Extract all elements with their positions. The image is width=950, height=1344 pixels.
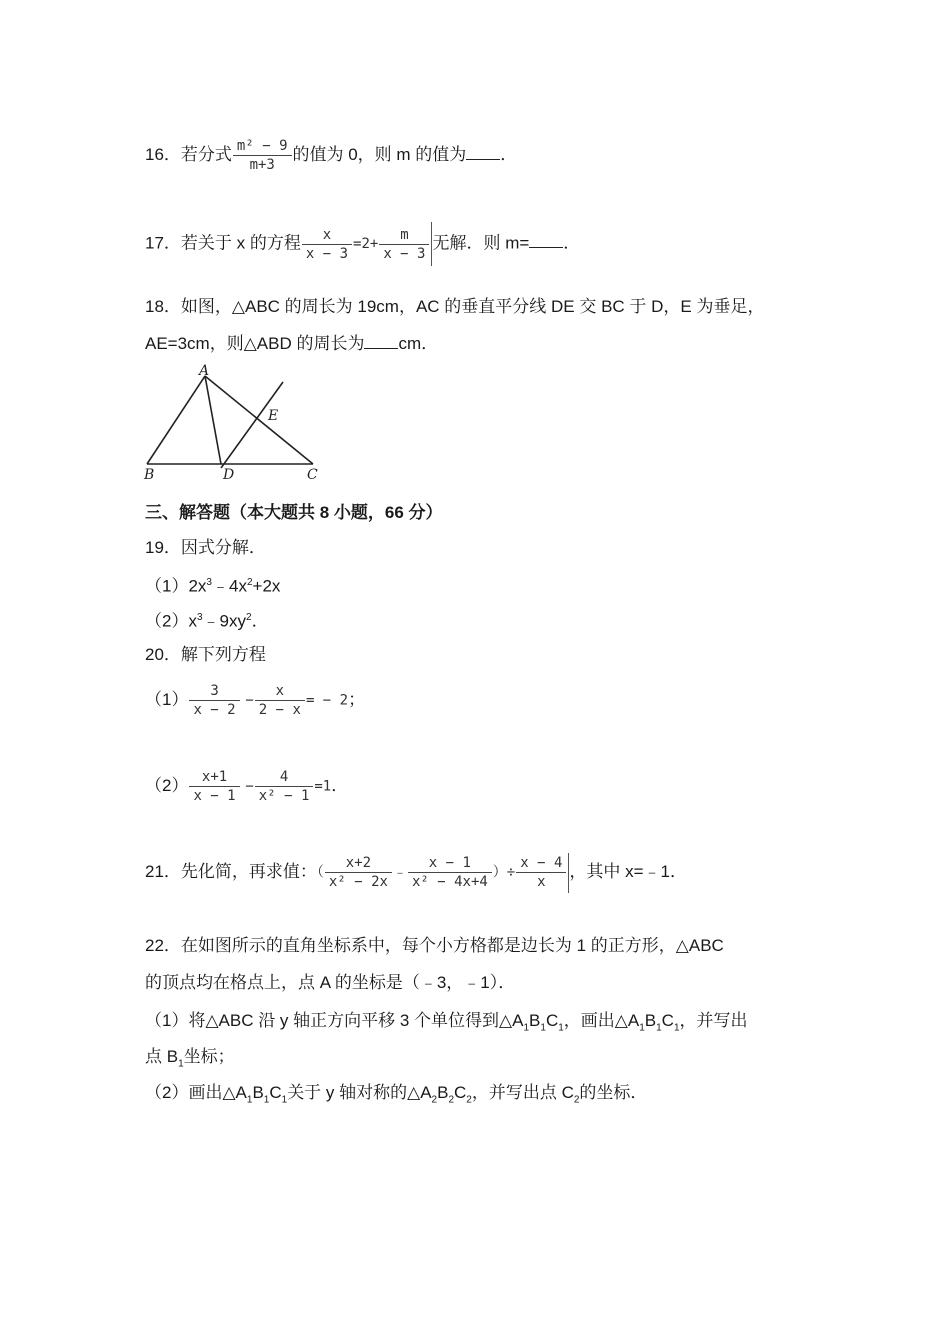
q17-equals: =2+ <box>353 236 379 252</box>
q18-answer-blank <box>364 334 398 349</box>
q17-prefix: 若关于 x 的方程 <box>180 233 301 253</box>
question-22-line-1: 22．在如图所示的直角坐标系中，每个小方格都是边长为 1 的正方形，△ABC <box>145 936 724 955</box>
q22-p2-f: ，并写出点 C <box>471 1083 574 1102</box>
q20-p1-fraction-1 <box>189 683 239 718</box>
q17-fraction-2 <box>379 227 429 262</box>
q16-number: 16． <box>145 144 181 164</box>
question-19-part-2 <box>145 607 269 633</box>
q17-fraction-2-denominator: x − 3 <box>383 245 426 262</box>
q22-p1-mid: ，画出△A <box>563 1011 640 1030</box>
label-a: A <box>199 364 210 379</box>
q19-p2-text: （2）x <box>145 611 197 631</box>
q22-p1-text: （1）将△ABC 沿 y 轴正方向平移 3 个单位得到△A <box>145 1011 524 1030</box>
q22-p2-d: B <box>437 1083 449 1102</box>
q16-text: 的值为 0，则 m 的值为 <box>292 144 467 164</box>
q19-p1-exponent-2: 2 <box>246 577 253 588</box>
q17-fraction-1-denominator: x − 3 <box>305 245 349 262</box>
q16-fraction-denominator: m+3 <box>249 157 275 173</box>
q21-text: 21．先化简，再求值： <box>145 862 317 881</box>
q21-f3-denominator: x <box>537 874 546 891</box>
subscript: 1 <box>263 1094 270 1106</box>
q21-open-paren: （ <box>316 864 324 881</box>
q20-p2-end: ． <box>331 776 349 795</box>
label-b: B <box>144 467 155 483</box>
q19-p1-middle: ﹣4x <box>211 576 247 596</box>
q16-answer-blank <box>466 145 500 160</box>
question-20-part-1 <box>145 680 365 721</box>
q17-end: ． <box>563 233 581 253</box>
q22-p2-b: B <box>252 1083 264 1102</box>
q20-p2-f2-numerator: 4 <box>255 769 314 787</box>
q20-p1-rhs: = − 2 <box>305 692 349 709</box>
q21-condition: ，其中 x=﹣1． <box>569 862 687 881</box>
q21-f3-numerator: x − 4 <box>516 855 566 873</box>
q20-p2-rhs: =1 <box>314 778 332 795</box>
subscript: 2 <box>448 1094 455 1106</box>
subscript: 1 <box>178 1058 184 1070</box>
q16-fraction <box>233 138 292 173</box>
q18-text: AE=3cm，则△ABD 的周长为 <box>145 334 365 353</box>
label-c: C <box>307 467 318 483</box>
q19-p2-exponent-1: 3 <box>196 612 203 623</box>
subscript: 1 <box>246 1094 253 1106</box>
q19-p2-exponent-2: 2 <box>246 612 252 623</box>
subscript: 2 <box>431 1094 438 1106</box>
q20-p2-f1-numerator: x+1 <box>189 769 239 787</box>
q19-p1-text: （1）2x <box>145 576 207 596</box>
subscript: 2 <box>573 1094 580 1106</box>
q20-p2-fraction-2 <box>255 769 314 804</box>
q20-p1-f1-denominator: x − 2 <box>193 702 236 719</box>
subscript: 1 <box>540 1022 546 1034</box>
q17-number: 17． <box>145 233 181 253</box>
q22-p2-end: 的坐标． <box>579 1083 648 1102</box>
question-21 <box>145 852 687 893</box>
q22-p2-e: C <box>454 1083 467 1102</box>
question-18-line-2 <box>145 333 438 355</box>
q19-p2-middle: ﹣9xy <box>202 611 246 631</box>
q22-p1-cont-text: 点 B <box>145 1047 179 1066</box>
q19-p1-exponent-1: 3 <box>206 577 212 588</box>
q20-p1-f2-numerator: x <box>255 683 305 701</box>
q21-fraction-3 <box>516 855 566 890</box>
q20-p1-operator: − <box>245 692 254 709</box>
question-18-line-1: 18．如图，△ABC 的周长为 19cm，AC 的垂直平分线 DE 交 BC 于 D，E 为垂足， <box>145 297 765 316</box>
q21-operator: ﹣ <box>392 864 407 881</box>
question-16 <box>145 138 517 173</box>
q22-p1-d: B <box>644 1011 657 1030</box>
q16-fraction-numerator: m² − 9 <box>233 138 292 156</box>
q21-f1-numerator: x+2 <box>325 855 392 873</box>
q20-p1-fraction-2 <box>255 683 305 718</box>
segment-ab <box>147 376 205 464</box>
section-3-heading: 三、解答题（本大题共 8 小题，66 分） <box>145 503 443 522</box>
q21-close-divide: ）÷ <box>492 864 516 881</box>
q22-p1-cont-end: 坐标； <box>183 1047 235 1066</box>
q17-answer-blank <box>529 233 563 248</box>
subscript: 1 <box>523 1022 530 1034</box>
q20-p2-f2-denominator: x² − 1 <box>258 788 310 805</box>
question-22-part-1-cont <box>145 1046 235 1075</box>
label-d: D <box>223 467 235 483</box>
q21-f1-denominator: x² − 2x <box>328 874 388 891</box>
subscript: 1 <box>673 1022 680 1034</box>
q21-fraction-1 <box>325 855 392 890</box>
subscript: 1 <box>639 1022 645 1034</box>
q21-f2-numerator: x − 1 <box>408 855 492 873</box>
q20-p2-operator: − <box>245 778 254 795</box>
question-22-part-1 <box>145 1010 748 1039</box>
q17-fraction-1 <box>302 227 352 262</box>
q18-unit: cm． <box>398 334 439 353</box>
segment-ac <box>205 376 313 464</box>
triangle-figure <box>143 364 328 489</box>
q20-p1-label: （1） <box>145 690 189 709</box>
question-22-line-2: 的顶点均在格点上，点 A 的坐标是（﹣3，﹣1）． <box>145 973 516 992</box>
q22-p1-end: ，并写出 <box>679 1011 748 1030</box>
q16-prefix: 若分式 <box>180 144 232 164</box>
question-20-part-2 <box>145 766 348 807</box>
q21-f2-denominator: x² − 4x+4 <box>411 874 488 891</box>
q22-p2-text: （2）画出△A <box>145 1083 247 1102</box>
q20-p2-f1-denominator: x − 1 <box>193 788 236 805</box>
q20-p1-f2-denominator: 2 − x <box>258 702 301 719</box>
q20-p1-end: ； <box>348 690 366 709</box>
q22-p1-b: B <box>529 1011 541 1030</box>
q22-p1-e: C <box>661 1011 674 1030</box>
q17-fraction-2-numerator: m <box>379 227 429 245</box>
question-22-part-2 <box>145 1082 647 1111</box>
q17-fraction-1-numerator: x <box>302 227 352 245</box>
subscript: 1 <box>558 1022 564 1034</box>
triangle-diagram <box>143 364 328 484</box>
subscript: 1 <box>656 1022 662 1034</box>
subscript: 1 <box>281 1094 288 1106</box>
q19-p2-end: ． <box>251 611 269 631</box>
q16-end: ． <box>500 144 518 164</box>
label-e: E <box>268 408 279 424</box>
q19-p1-end: +2x <box>252 576 281 596</box>
q20-p2-label: （2） <box>145 776 189 795</box>
segment-ad <box>205 376 221 464</box>
q22-p2-mid: 关于 y 轴对称的△A <box>287 1083 432 1102</box>
question-19-title: 19．因式分解． <box>145 538 266 557</box>
question-19-part-1 <box>145 572 280 598</box>
subscript: 2 <box>466 1094 472 1106</box>
q22-p1-c: C <box>545 1011 559 1030</box>
question-17 <box>145 222 580 266</box>
q22-p2-c: C <box>269 1083 282 1102</box>
perpendicular-bisector-de <box>221 382 283 468</box>
q20-p1-f1-numerator: 3 <box>189 683 239 701</box>
q21-fraction-2 <box>408 855 492 890</box>
q17-text: 无解．则 m= <box>432 233 530 253</box>
question-20-title: 20．解下列方程 <box>145 645 266 664</box>
q20-p2-fraction-1 <box>189 769 239 804</box>
